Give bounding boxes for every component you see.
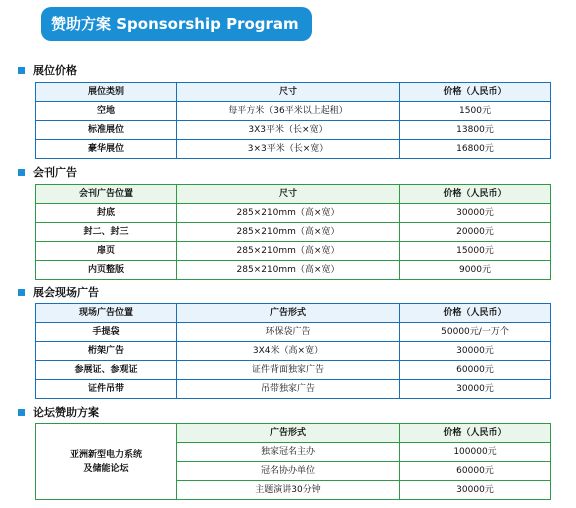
header-cell: 尺寸 xyxy=(177,185,400,204)
header-cell: 价格（人民币） xyxy=(400,83,551,102)
row-price: 13800元 xyxy=(400,121,551,140)
row-price: 16800元 xyxy=(400,140,551,159)
row-format: 冠名协办单位 xyxy=(177,462,400,481)
forum-sponsorship-table xyxy=(35,423,551,500)
table-header-row xyxy=(36,304,551,323)
section-title-onsite: 展会现场广告 xyxy=(18,286,99,300)
row-size: 285×210mm（高×宽） xyxy=(177,204,400,223)
table-row xyxy=(36,102,551,121)
booth-price-table xyxy=(35,82,551,159)
table-row xyxy=(36,323,551,342)
page-banner xyxy=(41,7,312,41)
row-size: 285×210mm（高×宽） xyxy=(177,223,400,242)
square-bullet-icon xyxy=(18,169,25,176)
row-label: 标准展位 xyxy=(36,121,177,140)
row-price: 60000元 xyxy=(400,462,551,481)
row-label: 封底 xyxy=(36,204,177,223)
table-row xyxy=(36,380,551,399)
journal-ad-table xyxy=(35,184,551,280)
row-size: 285×210mm（高×宽） xyxy=(177,261,400,280)
header-cell: 价格（人民币） xyxy=(400,185,551,204)
forum-name-line: 及储能论坛 xyxy=(83,463,129,474)
row-format: 吊带独家广告 xyxy=(177,380,400,399)
row-price: 50000元/一万个 xyxy=(400,323,551,342)
header-cell: 会刊广告位置 xyxy=(36,185,177,204)
table-header-row xyxy=(36,83,551,102)
row-format: 主题演讲30分钟 xyxy=(177,481,400,500)
row-format: 独家冠名主办 xyxy=(177,443,400,462)
row-size: 3×3平米（长×宽） xyxy=(177,140,400,159)
header-cell: 价格（人民币） xyxy=(400,304,551,323)
onsite-ad-table xyxy=(35,303,551,399)
row-format: 3X4米（高×宽） xyxy=(177,342,400,361)
row-size: 每平方米（36平米以上起租） xyxy=(177,102,400,121)
header-cell: 广告形式 xyxy=(177,304,400,323)
square-bullet-icon xyxy=(18,67,25,74)
header-cell: 现场广告位置 xyxy=(36,304,177,323)
table-header-row xyxy=(36,424,551,443)
table-row xyxy=(36,342,551,361)
header-cell: 价格（人民币） xyxy=(400,424,551,443)
row-price: 30000元 xyxy=(400,342,551,361)
row-price: 30000元 xyxy=(400,204,551,223)
row-price: 15000元 xyxy=(400,242,551,261)
table-row xyxy=(36,242,551,261)
row-format: 环保袋广告 xyxy=(177,323,400,342)
row-price: 30000元 xyxy=(400,481,551,500)
section-title-forum: 论坛赞助方案 xyxy=(18,406,99,420)
table-row xyxy=(36,121,551,140)
header-cell: 广告形式 xyxy=(177,424,400,443)
row-price: 20000元 xyxy=(400,223,551,242)
row-label: 封二、封三 xyxy=(36,223,177,242)
row-price: 9000元 xyxy=(400,261,551,280)
section-title-booth: 展位价格 xyxy=(18,64,77,78)
row-price: 1500元 xyxy=(400,102,551,121)
row-size: 285×210mm（高×宽） xyxy=(177,242,400,261)
row-price: 100000元 xyxy=(400,443,551,462)
table-row xyxy=(36,261,551,280)
row-label: 扉页 xyxy=(36,242,177,261)
forum-name-line: 亚洲新型电力系统 xyxy=(69,449,142,460)
row-price: 30000元 xyxy=(400,380,551,399)
header-cell: 展位类别 xyxy=(36,83,177,102)
header-cell: 尺寸 xyxy=(177,83,400,102)
row-label: 空地 xyxy=(36,102,177,121)
forum-name-cell xyxy=(36,424,177,500)
row-label: 证件吊带 xyxy=(36,380,177,399)
section-title-journal: 会刊广告 xyxy=(18,166,77,180)
row-price: 60000元 xyxy=(400,361,551,380)
table-row xyxy=(36,361,551,380)
square-bullet-icon xyxy=(18,289,25,296)
row-label: 手提袋 xyxy=(36,323,177,342)
row-size: 3X3平米（长×宽） xyxy=(177,121,400,140)
square-bullet-icon xyxy=(18,409,25,416)
row-label: 桁架广告 xyxy=(36,342,177,361)
row-format: 证件背面独家广告 xyxy=(177,361,400,380)
table-row xyxy=(36,204,551,223)
table-row xyxy=(36,140,551,159)
table-row xyxy=(36,223,551,242)
row-label: 参展证、参观证 xyxy=(36,361,177,380)
row-label: 豪华展位 xyxy=(36,140,177,159)
row-label: 内页整版 xyxy=(36,261,177,280)
table-header-row xyxy=(36,185,551,204)
banner-title: 赞助方案 Sponsorship Program xyxy=(51,15,299,33)
